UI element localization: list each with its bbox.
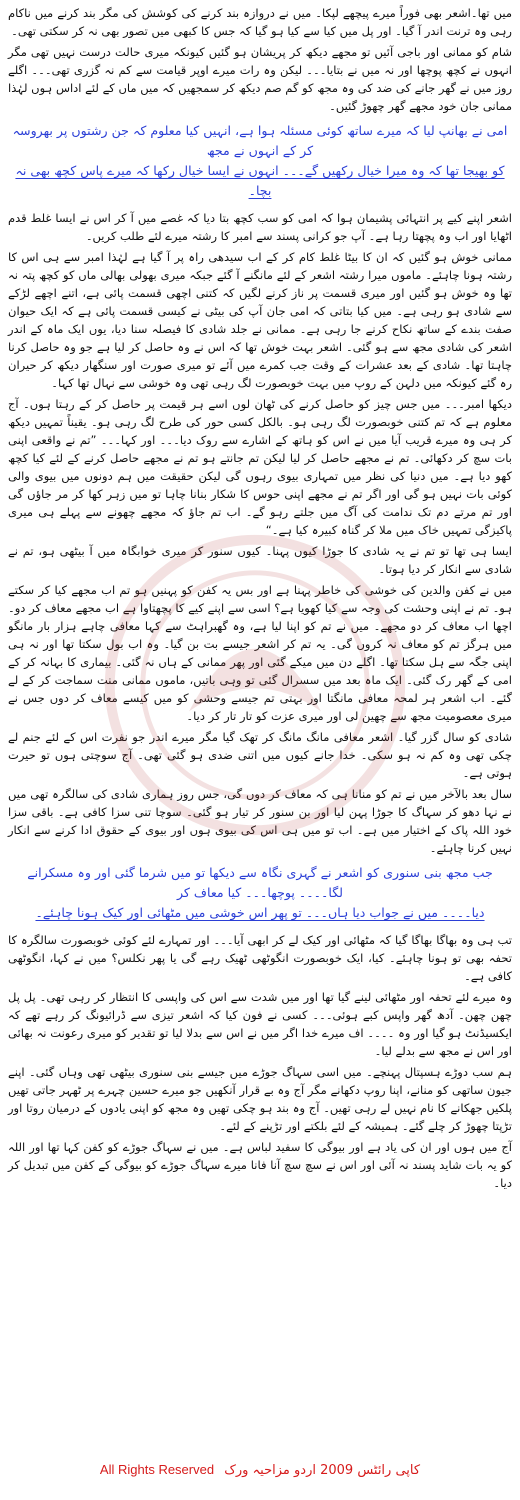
story-paragraph: ایسا ہی تھا تو تم نے یہ شادی کا جوڑا کیوں پہنا۔ کیوں سنور کر میری خوابگاہ میں آ بیٹھی ہو، تم نے شادی سے انکار کر دیا ہوتا۔	[8, 544, 512, 576]
story-paragraph: ممانی خوش ہو گئیں کہ ان کا بیٹا غلط کام کر کے اب سیدھی راہ پر آ گیا ہے لہٰذا امبر سے ہی اس کا رشتہ ہونا چاہئے۔ ماموں میرا رشتہ اشعر کے لئے مانگنے آ گئے جبکہ میری بھولی بھالی ماں کو کچھ پتہ نہ تھا وہ خوش ہو گئیں اور میری قسمت پر ناز کرنے لگیں کہ کتنی اچھی قسمت پائی ہے، اتنے اچھے لڑکے سے شادی ہو رہی ہے۔ میں کیا بتاتی کہ امی جان آپ کی بیٹی نے کیسی قسمت پائی ہے کہ ایک حیوان صفت بندے کے ساتھ نکاح کرنے جا رہی ہے۔ ممانی نے جلد شادی کا فیصلہ سنا دیا، یوں ایک ماہ کے اندر اشعر کی شادی مجھ سے ہو گئی۔ اشعر بہت خوش تھا کہ اس نے وہ حاصل کر لیا ہے جو وہ حاصل کرنا چاہتا تھا۔ شادی کے بعد عشرات کے وقت جب کمرے میں آئے تو میری صورت اور سنگھار دیکھ کر حیران رہ گئے کیونکہ میں دلہن کے روپ میں بہت خوبصورت لگ رہی تھی وہ خوشی سے نہال تھا کہا۔	[8, 250, 512, 390]
rights-text: All Rights Reserved	[99, 1462, 215, 1477]
highlight-quote-line: جب مجھ بنی سنوری کو اشعر نے گہری نگاہ سے دیکھا تو میں شرما گئی اور وہ مسکرانے لگا۔۔۔۔ پوچھا۔۔۔ کیا معاف کر	[27, 865, 493, 900]
story-paragraph: میں تھا۔اشعر بھی فوراً میرے پیچھے لپکا۔ میں نے دروازہ بند کرنے کی کوشش کی مگر بند کرنے میں ناکام رہی وہ ترنت اندر آ گیا۔ اور پل میں کیا سے کیا ہو گیا کہ جس کا کبھی میں تصور بھی نہ کر سکتی تھی۔	[8, 6, 512, 38]
highlight-quote-line: دیا۔۔۔۔ میں نے جواب دیا ہاں۔۔۔ تو پھر اس خوشی میں مٹھائی اور کیک ہونا چاہئے۔	[35, 905, 485, 920]
highlight-quote	[12, 863, 508, 923]
highlight-quote	[12, 121, 508, 201]
story-paragraph: تب ہی وہ بھاگا بھاگا گیا کہ مٹھائی اور کیک لے کر ابھی آیا۔۔۔ اور تمہارے لئے کوئی خوبصورت سالگرہ کا تحفہ بھی تو ہونا چاہئے۔ کیا، ایک خوبصورت انگوٹھی ٹھیک رہے گی یا پھر نکلس؟ میں نے کہا، انگوٹھی کافی ہے۔	[8, 933, 512, 983]
story-paragraph: دیکھا امبر۔۔۔ میں جس چیز کو حاصل کرنے کی ٹھان لوں اسے ہر قیمت پر حاصل کر کے رہتا ہوں۔ آج معلوم ہے کہ تم کتنی خوبصورت لگ رہی ہو۔ بالکل کسی حور کی طرح لگ رہی ہو۔ یقیناً تمہیں دیکھ کر ہی وہ میرے قریب آیا میں نے اس کو ہاتھ کے اشارے سے روک دیا۔۔۔ اور کہا۔۔۔ ”تم نے واقعی اپنی بات سچ کر دکھائی۔ تم نے مجھے حاصل کر لیا لیکن تم جانتے ہو تم نے مجھے حاصل کرنے کے لئے کیا کچھ کھو دیا ہے۔ میں دنیا کی نظر میں تمہاری بیوی رہوں گی لیکن حقیقت میں ہم دونوں میں بیوی والی کوئی بات نہیں ہو گی اور اگر تم نے مجھے اپنی حوس کا شکار بنانا چاہا تو میں زہر کھا کر مر جاؤں گی اور تم مرتے دم تک ندامت کی آگ میں جلتے رہو گے۔ اب تم جاؤ کہ مجھے چھونے سے پہلے ہی میری پاکیزگی تمہیں خاک میں ملا کر گناہ کبیرہ کیا ہے۔“	[8, 397, 512, 537]
highlight-quote-line: امی نے بھانپ لیا کہ میرے ساتھ کوئی مسئلہ ہوا ہے، انہیں کیا معلوم کہ جن رشتوں پر بھروسہ کر کے انہوں نے مجھ	[12, 123, 508, 158]
story-paragraph: شادی کو سال گزر گیا۔ اشعر معافی مانگ مانگ کر تھک گیا مگر میرے اندر جو نفرت اس کے لئے جنم لے چکی تھی وہ کم نہ ہو سکی۔ خدا جانے کیوں میں اتنی ضدی ہو گئی تھی۔ آج سوچتی ہوں تو حیرت ہوتی ہے۔	[8, 730, 512, 780]
story-paragraph: شام کو ممانی اور باجی آئیں تو مجھے دیکھ کر پریشان ہو گئیں کیونکہ میری حالت درست نہیں تھی مگر انہوں نے کچھ پوچھا اور نہ میں نے بتایا۔۔۔ لیکن وہ رات میرے اوپر قیامت سے کم نہ گزری تھی۔۔۔ اگلے روز میں نے گھر جانے کی ضد کی وہ مجھ کو گم صم دیکھ کر سمجھیں کہ میں ماں کے لئے اداس ہوں لہٰذا ممانی جان خود مجھے گھر چھوڑ گئیں۔	[8, 45, 512, 113]
story-paragraph: وہ میرے لئے تحفہ اور مٹھائی لینے گیا تھا اور میں شدت سے اس کی واپسی کا انتظار کر رہی تھی۔ پل پل چھن چھن۔ آدھ گھر واپس کبے ہوئی۔۔۔ کسی نے فون کیا کہ اشعر تیزی سے ڈرائیونگ کر رہے تھے کہ ایکسیڈنٹ ہو گیا اور وہ ۔۔۔۔ اف میرے خدا اگر میں نے اس سے بدلا لیا تو تقدیر کو میری رعونت نہ بھائی اور اس نے مجھ سے بدلے لیا۔	[8, 990, 512, 1058]
highlight-quote-line: کو بھیجا تھا کہ وہ میرا خیال رکھیں گے۔۔۔ انہوں نے ایسا خیال رکھا کہ میرے پاس کچھ بھی نہ بچا۔	[15, 163, 505, 198]
story-paragraph: اشعر اپنے کیے پر انتہائی پشیمان ہوا کہ امی کو سب کچھ بتا دیا کہ غصے میں آ کر اس نے ایسا غلط قدم اٹھایا اور اب وہ پچھتا رہا ہے۔ آپ جو کرانی پسند سے امبر کا رشتہ میرے لئے طلب کریں۔	[8, 211, 512, 243]
story-paragraph: آج میں ہوں اور ان کی یاد ہے اور بیوگی کا سفید لباس ہے۔ میں نے سہاگ جوڑے کو کفن کہا تھا اور اللہ کو یہ بات شاید پسند نہ آئی اور اس نے سچ سچ آنا فانا میرے سہاگ جوڑے کو بیوگی کے کفن میں تبدیل کر دیا۔	[8, 1140, 512, 1190]
story-paragraph: سال بعد بالآخر میں نے تم کو منانا ہی کہ معاف کر دوں گی، جس روز ہماری شادی کی سالگرہ تھی میں نے نہا دھو کر سہاگ کا جوڑا پہن لیا اور بن سنور کر تیار ہو گئی۔ سوچا تنی سزا کافی ہے۔ باقی سزا خود اللہ پاک کے اختیار میں ہے۔ اب تو میں ہی اس کی بیوی ہوں اور بیوی کے حقوق ادا کرنے سے انکار نہیں کرنا چاہئے۔	[8, 787, 512, 855]
copyright-text: کاپی رائٹس 2009 اردو مزاحیہ ورک	[224, 1463, 421, 1478]
story-paragraph: ہم سب دوڑے ہسپتال پہنچے۔ میں اسی سہاگ جوڑے میں جیسے بنی سنوری بیٹھی تھی وہاں گئی۔ اپنے جیون ساتھی کو منانے، اپنا روپ دکھانے مگر آج وہ بے قرار آنکھیں جو میرے حسین چہرے پر ٹھہر جاتی تھیں پلکیں جھکانے کا نام نہیں لے رہی تھیں۔ آج وہ بند ہو چکی تھیں وہ مجھ کو اپنی یادوں کے درمیان روتا اور تڑپتا چھوڑ کر چلے گئے۔ ہمیشہ کے لئے بلکتے اور تڑپنے کے لئے۔	[8, 1065, 512, 1133]
story-paragraph: میں نے کفن والدین کی خوشی کی خاطر پہنا ہے اور بس یہ کفن کو پہنیں ہو تم اب مجھے کیا کر سکتے ہو۔ تم نے اپنی وحشت کی وجہ سے کیا کھویا ہے؟ اسی سے اپنے کیے کا پچھتاوا ہے اب مجھے معاف کر دو۔ اچھا اب معاف کر دو مجھے۔ میں نے تم کو اپنا لیا ہے، وہ گھبراہٹ سے کہا معافی چاہے ہزار بار مانگو میں ہرگز تم کو معاف نہ کروں گی۔ یہ تم کر اشعر جیسے بت بن گیا۔ وہ اب بول سکتا تھا اور نہ ہی اپنی جگہ سے ہل سکتا تھا۔ اگلے دن میں میکے گئی اور پھر ممانی کے ہاں نہ گئی۔ بیماری کا بہانہ کر کے امی کے گھر رک گئی۔ ایک ماہ بعد میں سسرال گئی تو وہی باتیں، ماموں ممانی منت سماجت کر کے لے گئے۔ اب اشعر ہر لمحہ معافی مانگتا اور بہتی تم جیسے وحشی کو میں کیسے معاف کر دوں جس نے میری معصومیت مجھ سے چھین لی اور میری عزت کو تار تار کر دیا۔	[8, 583, 512, 723]
copyright-footer	[0, 1462, 520, 1478]
